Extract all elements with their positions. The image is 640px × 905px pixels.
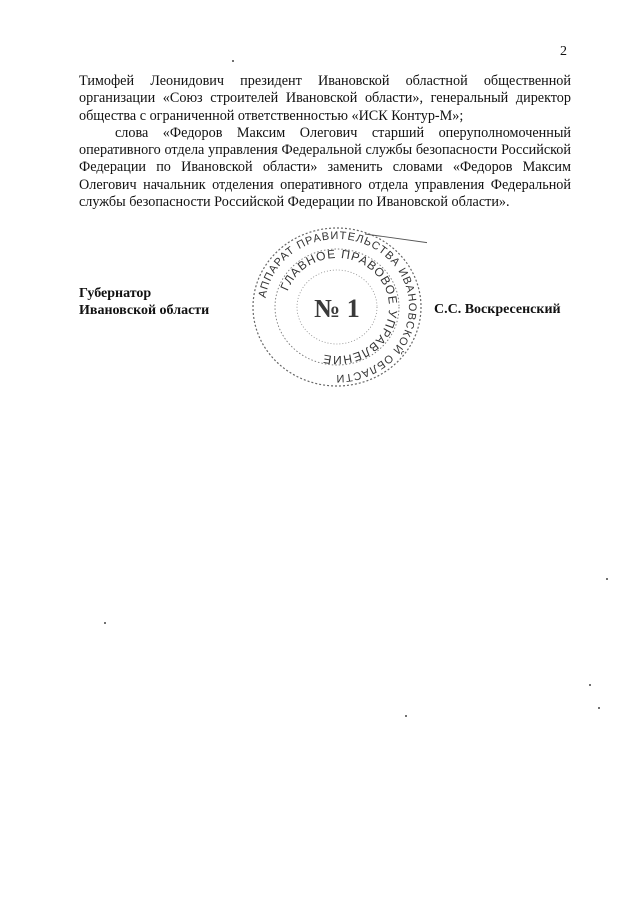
scan-speck [598,707,600,709]
page-number: 2 [560,44,567,59]
signatory-title-line-1: Губернатор [79,286,152,301]
seal-inner-text: ГЛАВНОЕ ПРАВОВОЕ УПРАВЛЕНИЕ [277,246,401,368]
signatory-name: С.С. Воскресенский [434,302,561,317]
seal-number: № 1 [314,294,360,323]
scan-speck [104,622,106,624]
seal-graphic [247,222,427,392]
signatory-title-line-2: Ивановской области [79,303,210,318]
document-body [79,73,571,211]
paragraph-replacement: слова «Федоров Максим Олегович старший оперуполномоченный оперативного отдела управления Федеральной службы безопасности Российской Федерации по Ивановской области» заменить словами «Федоров Максим Олегович начальник отделения оперативного отдела управления Федеральной службы безопасности Российской Федерации по Ивановской области». [79,124,571,211]
official-seal-stamp [247,222,427,392]
scan-speck [589,684,591,686]
scan-speck [405,715,407,717]
seal-outer-text: АППАРАТ ПРАВИТЕЛЬСТВА ИВАНОВСКОЙ ОБЛАСТИ [256,229,419,385]
paragraph-members: Тимофей Леонидович президент Ивановской областной общественной организации «Союз строителей Ивановской области», генеральный директор общества с ограниченной ответственностью «ИСК Контур-М»; [79,73,571,124]
signatory-title [79,285,209,319]
scan-speck [606,578,608,580]
scan-speck [232,60,234,62]
